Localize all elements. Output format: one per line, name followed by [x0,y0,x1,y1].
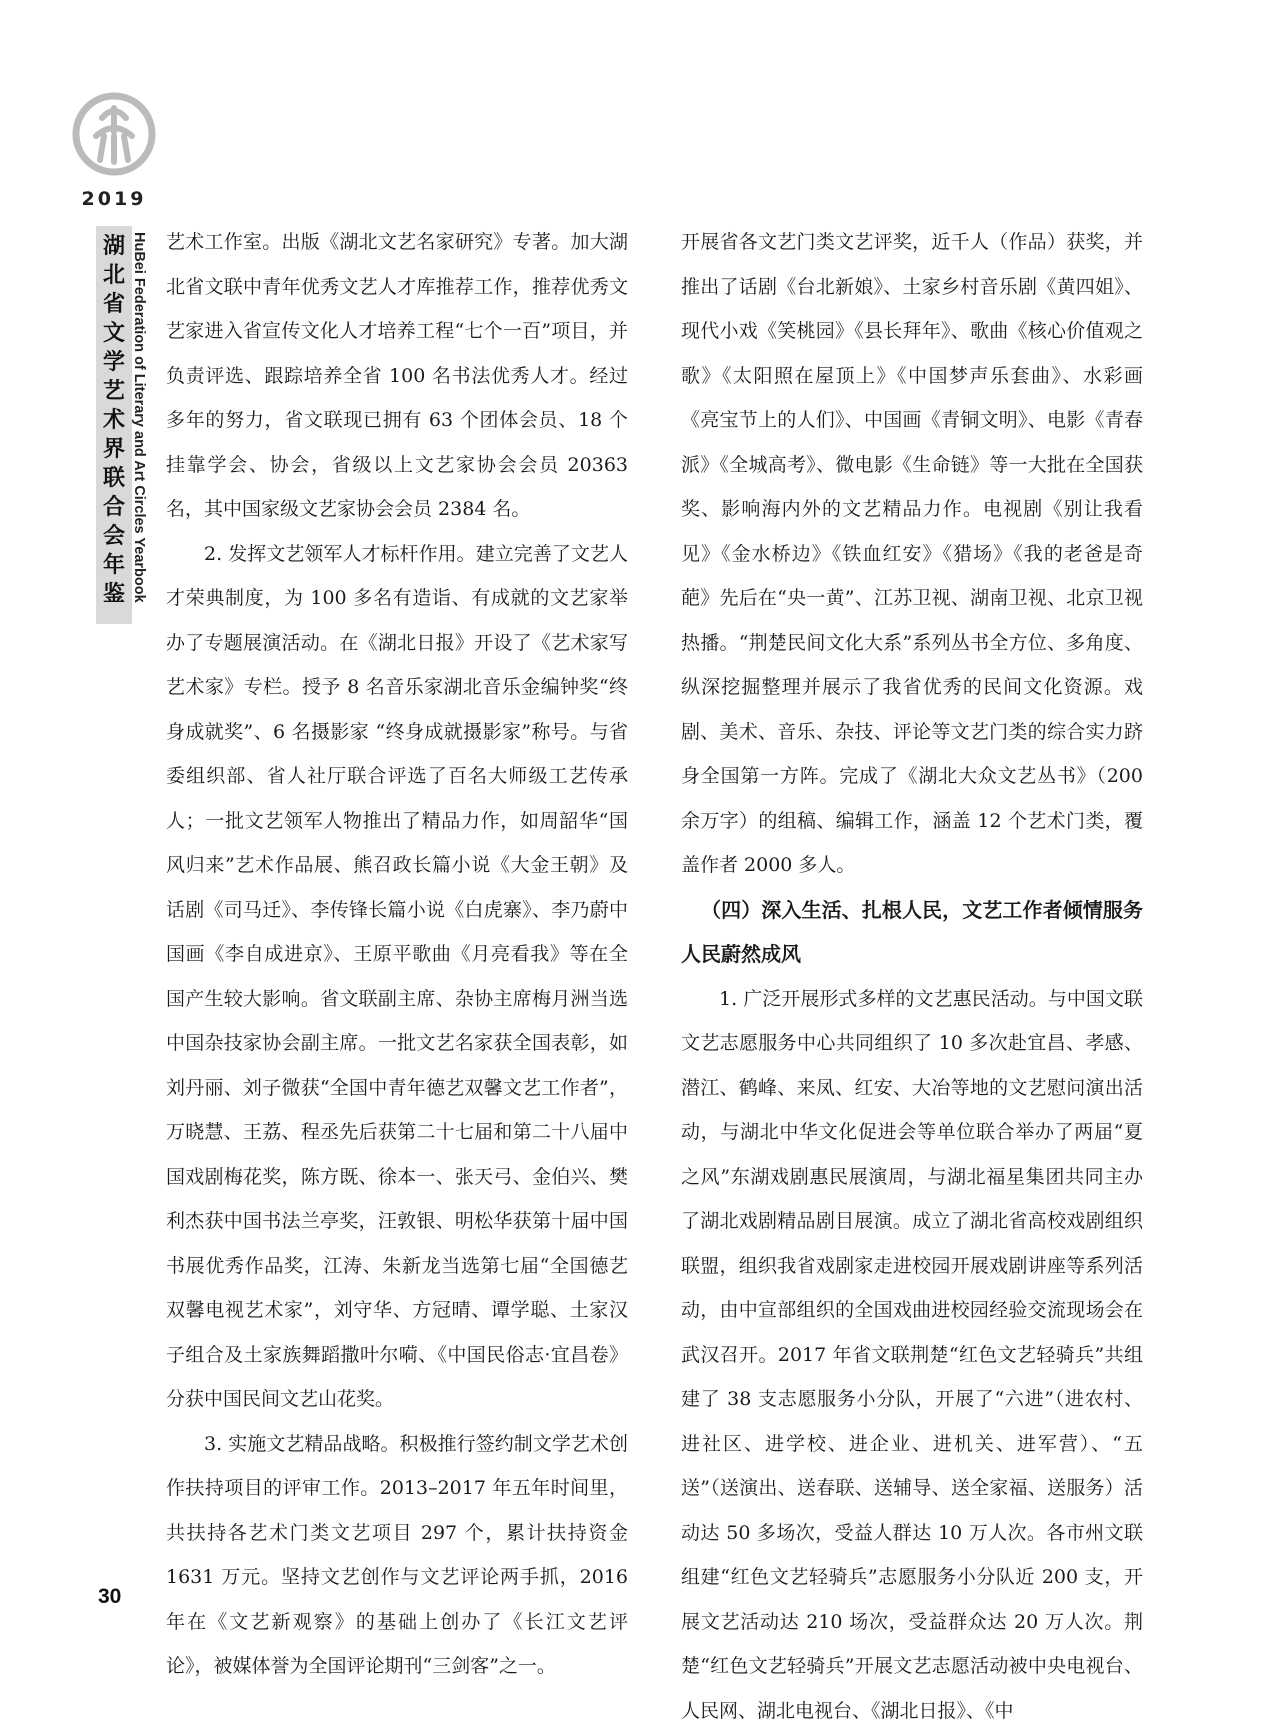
section-heading: （四）深入生活、扎根人民，文艺工作者倾情服务人民蔚然成风 [681,888,1143,977]
paragraph: 2. 发挥文艺领军人才标杆作用。建立完善了文艺人才荣典制度，为 100 多名有造诣、有成就的文艺家举办了专题展演活动。在《湖北日报》开设了《艺术家写艺术家》专栏。授予 8 名音乐家湖北音乐金编钟奖“终身成就奖”、6 名摄影家 “终身成就摄影家”称号。与省委组织部、省人社厅联合评选了百名大师级工艺传承人；一批文艺领军人物推出了精品力作，如周韶华“国风归来”艺术作品展、熊召政长篇小说《大金王朝》及话剧《司马迁》、李传锋长篇小说《白虎寨》、李乃蔚中国画《李自成进京》、王原平歌曲《月亮看我》等在全国产生较大影响。省文联副主席、杂协主席梅月洲当选中国杂技家协会副主席。一批文艺名家获全国表彰，如刘丹丽、刘子微获“全国中青年德艺双馨文艺工作者”，万晓慧、王荔、程丞先后获第二十七届和第二十八届中国戏剧梅花奖，陈方既、徐本一、张天弓、金伯兴、樊利杰获中国书法兰亭奖，汪敦银、明松华获第十届中国书展优秀作品奖，江涛、朱新龙当选第七届“全国德艺双馨电视艺术家”，刘守华、方冠晴、谭学聪、土家汉子组合及土家族舞蹈撒叶尔嗬、《中国民俗志·宜昌卷》分获中国民间文艺山花奖。 [166,532,628,1422]
paragraph: 3. 实施文艺精品战略。积极推行签约制文学艺术创作扶持项目的评审工作。2013–2017 年五年时间里，共扶持各艺术门类文艺项目 297 个，累计扶持资金 1631 万元。坚持文艺创作与文艺评论两手抓，2016 年在《文艺新观察》的基础上创办了《长江文艺评论》，被媒体誉为全国评论期刊“三剑客”之一。 [166,1422,628,1689]
side-title-en: HuBei Federation of Literary and Art Circles Yearbook [131,232,147,603]
side-title-char: 鉴 [96,580,132,609]
page-number: 30 [98,1585,121,1609]
yearbook-year: 2019 [66,188,162,210]
side-title-char: 北 [96,261,132,290]
paragraph: 1. 广泛开展形式多样的文艺惠民活动。与中国文联文艺志愿服务中心共同组织了 10 多次赴宜昌、孝感、潜江、鹤峰、来凤、红安、大冶等地的文艺慰问演出活动，与湖北中华文化促进会等单位联合举办了两届“夏之风”东湖戏剧惠民展演周，与湖北福星集团共同主办了湖北戏剧精品剧目展演。成立了湖北省高校戏剧组织联盟，组织我省戏剧家走进校园开展戏剧讲座等系列活动，由中宣部组织的全国戏曲进校园经验交流现场会在武汉召开。2017 年省文联荆楚“红色文艺轻骑兵”共组建了 38 支志愿服务小分队，开展了“六进”（进农村、进社区、进学校、进企业、进机关、进军营）、“五送”（送演出、送春联、送辅导、送全家福、送服务）活动达 50 多场次，受益人群达 10 万人次。各市州文联组建“红色文艺轻骑兵”志愿服务小分队近 200 支，开展文艺活动达 210 场次，受益群众达 20 万人次。荆楚“红色文艺轻骑兵”开展文艺志愿活动被中央电视台、人民网、湖北电视台、《湖北日报》、《中 [681,977,1143,1733]
side-title-cn [96,232,132,609]
side-title-char: 联 [96,464,132,493]
paragraph: 开展省各文艺门类文艺评奖，近千人（作品）获奖，并推出了话剧《台北新娘》、土家乡村音乐剧《黄四姐》、现代小戏《笑桃园》《县长拜年》、歌曲《核心价值观之歌》《太阳照在屋顶上》《中国梦声乐套曲》、水彩画《亮宝节上的人们》、中国画《青铜文明》、电影《青春派》《全城高考》、微电影《生命链》等一大批在全国获奖、影响海内外的文艺精品力作。电视剧《别让我看见》《金水桥边》《铁血红安》《猎场》《我的老爸是奇葩》先后在“央一黄”、江苏卫视、湖南卫视、北京卫视热播。“荆楚民间文化大系”系列丛书全方位、多角度、纵深挖掘整理并展示了我省优秀的民间文化资源。戏剧、美术、音乐、杂技、评论等文艺门类的综合实力跻身全国第一方阵。完成了《湖北大众文艺丛书》（200 余万字）的组稿、编辑工作，涵盖 12 个艺术门类，覆盖作者 2000 多人。 [681,220,1143,888]
left-column [166,220,628,1689]
paragraph: 艺术工作室。出版《湖北文艺名家研究》专著。加大湖北省文联中青年优秀文艺人才库推荐工作，推荐优秀文艺家进入省宣传文化人才培养工程“七个一百”项目，并负责评选、跟踪培养全省 100 名书法优秀人才。经过多年的努力，省文联现已拥有 63 个团体会员、18 个挂靠学会、协会，省级以上文艺家协会会员 20363 名，其中国家级文艺家协会会员 2384 名。 [166,220,628,532]
side-title-char: 合 [96,493,132,522]
yearbook-logo [72,92,156,176]
side-title-char: 文 [96,319,132,348]
side-title-char: 学 [96,348,132,377]
side-title-char: 艺 [96,377,132,406]
side-title-char: 术 [96,406,132,435]
side-title-char: 湖 [96,232,132,261]
side-title-char: 省 [96,290,132,319]
side-title-char: 年 [96,551,132,580]
side-title-char: 界 [96,435,132,464]
right-column [681,220,1143,1733]
side-title-char: 会 [96,522,132,551]
